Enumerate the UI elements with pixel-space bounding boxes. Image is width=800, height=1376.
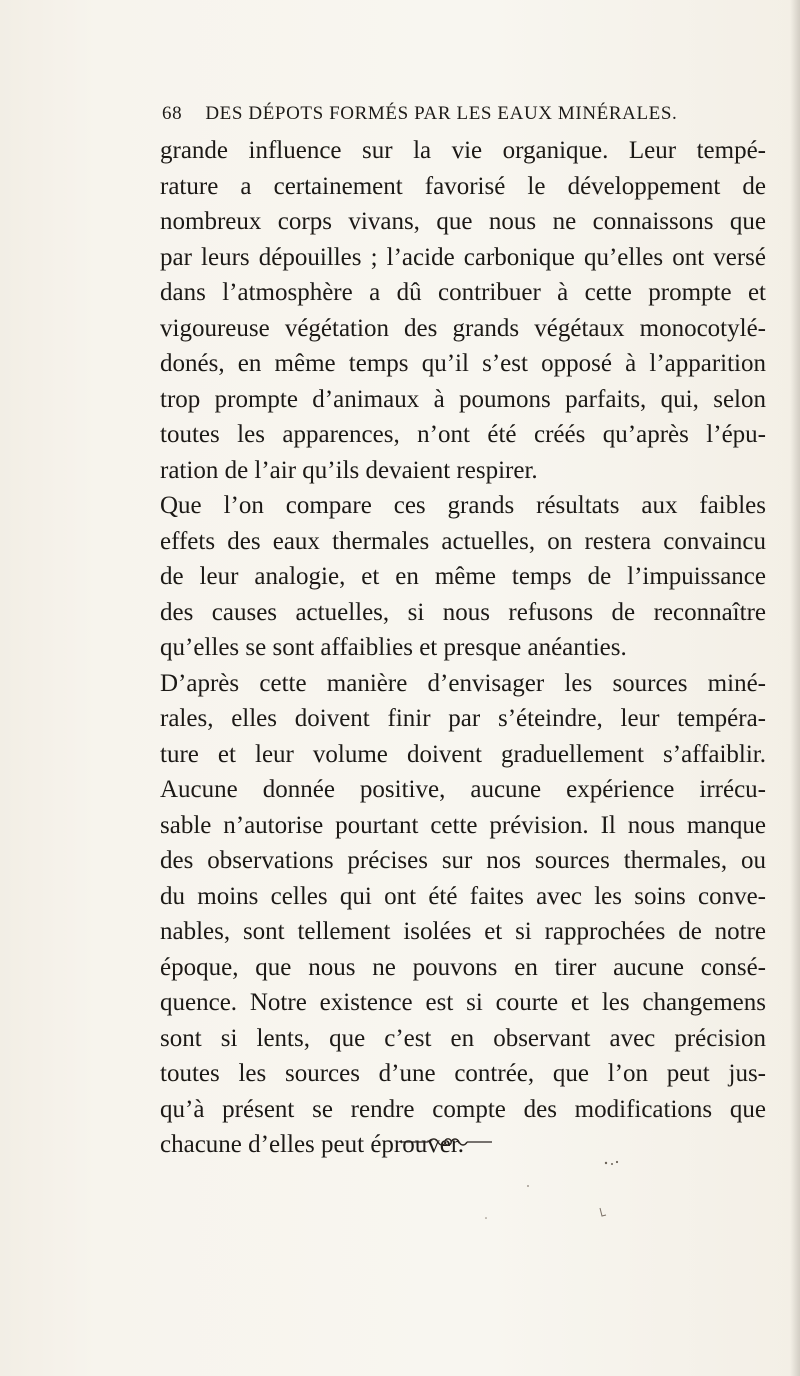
text-line: ration de l’air qu’ils devaient respirer. <box>160 456 538 484</box>
text-line: qu’elles se sont affaiblies et presque anéanties. <box>160 634 627 661</box>
text-line: époque, que nous ne pouvons en tirer aucune consé- <box>160 953 766 981</box>
text-line: des causes actuelles, si nous refusons de reconnaître <box>160 598 766 626</box>
text-line: ture et leur volume doivent graduellement s’affaiblir. <box>160 740 766 768</box>
decorative-rule-ornament-icon <box>398 1134 494 1150</box>
text-line: des observations précises sur nos sources thermales, ou <box>160 847 766 874</box>
text-line: Aucune donnée positive, aucune expérience irrécu- <box>160 776 766 803</box>
text-line: dans l’atmosphère a dû contribuer à cette prompte et <box>160 279 766 306</box>
text-line: sable n’autorise pourtant cette prévision. Il nous manque <box>160 811 766 839</box>
text-line: rature a certainement favorisé le développement de <box>160 172 766 200</box>
text-line: vigoureuse végétation des grands végétaux monocotylé- <box>160 314 766 342</box>
running-header <box>162 103 762 125</box>
text-line: de leur analogie, et en même temps de l’impuissance <box>160 563 766 590</box>
text-line: nables, sont tellement isolées et si rapprochées de notre <box>160 918 766 945</box>
text-line: chacune d’elles peut éprouver. <box>160 1131 465 1158</box>
text-line: rales, elles doivent finir par s’éteindre, leur tempéra- <box>160 705 766 732</box>
text-line: Que l’on compare ces grands résultats aux faibles <box>160 492 766 519</box>
text-line: trop prompte d’animaux à poumons parfaits, qui, selon <box>160 385 766 413</box>
page-number: 68 <box>162 103 183 124</box>
text-line: toutes les sources d’une contrée, que l’on peut jus- <box>160 1060 766 1087</box>
text-line: quence. Notre existence est si courte et les changemens <box>160 989 766 1016</box>
text-line: D’après cette manière d’envisager les sources miné- <box>160 669 766 697</box>
text-line: sont si lents, que c’est en observant avec précision <box>160 1024 766 1052</box>
running-title: DES DÉPOTS FORMÉS PAR LES EAUX MINÉRALES. <box>205 103 678 124</box>
text-line: nombreux corps vivans, que nous ne connaissons que <box>160 208 766 235</box>
text-line: donés, en même temps qu’il s’est opposé à l’apparition <box>160 350 766 377</box>
body-text <box>160 133 766 1163</box>
text-line: grande influence sur la vie organique. Leur tempé- <box>160 137 766 164</box>
text-line: toutes les apparences, n’ont été créés qu’après l’épu- <box>160 421 766 448</box>
text-line: du moins celles qui ont été faites avec les soins conve- <box>160 882 766 910</box>
page-edge-shadow <box>790 0 800 1376</box>
text-line: par leurs dépouilles ; l’acide carbonique qu’elles ont versé <box>160 243 766 271</box>
text-line: qu’à présent se rendre compte des modifications que <box>160 1095 766 1123</box>
text-line: effets des eaux thermales actuelles, on restera convaincu <box>160 527 766 555</box>
